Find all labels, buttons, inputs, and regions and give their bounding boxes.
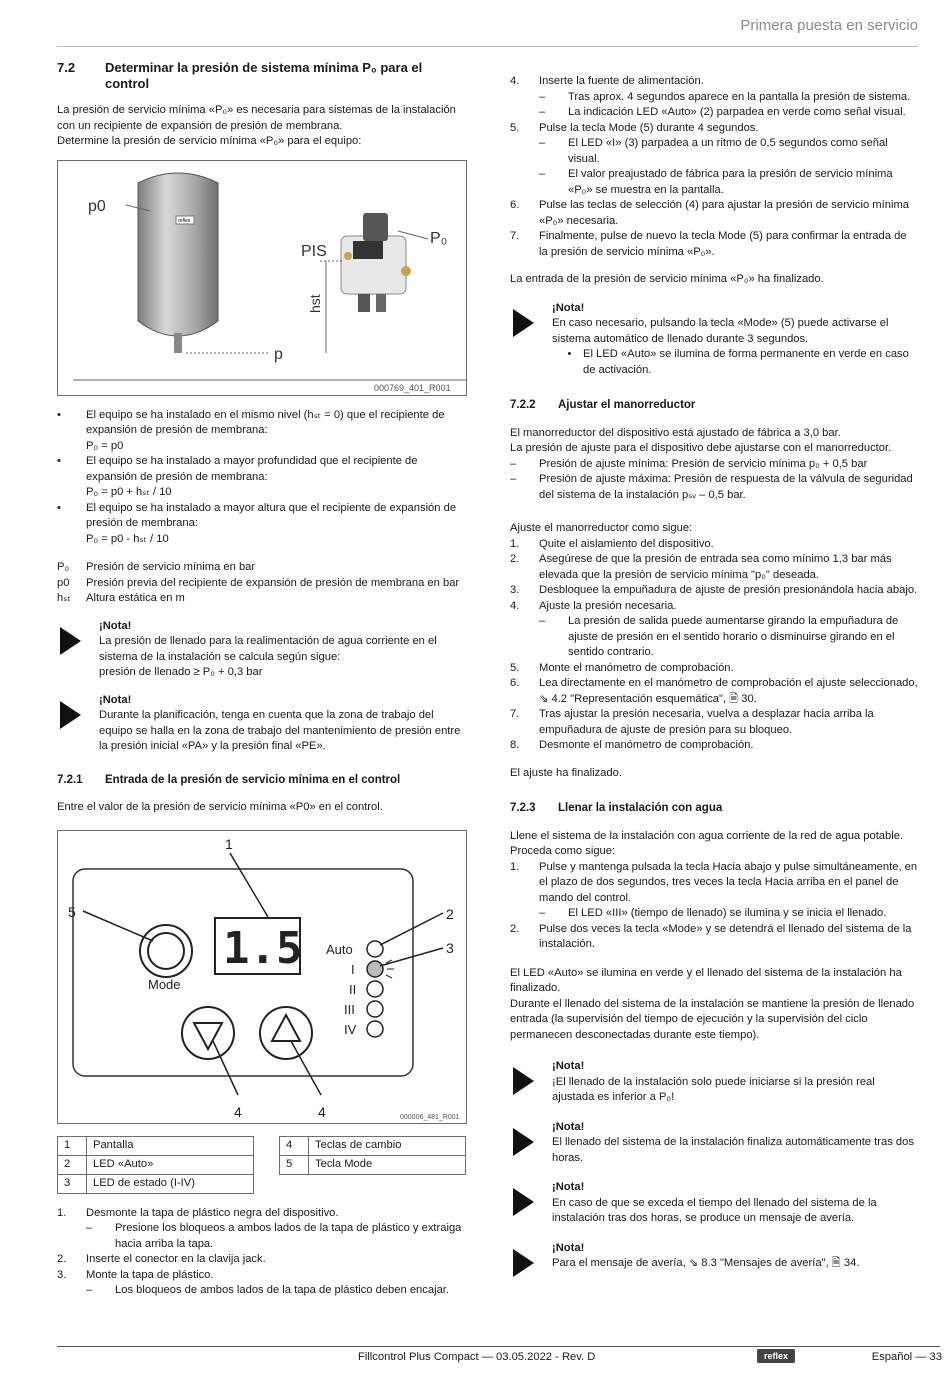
- note-box: ¡Nota! El llenado del sistema de la instalación finaliza automáticamente tras dos horas.: [510, 1120, 918, 1167]
- led-label-i: I: [351, 961, 355, 977]
- note-box: ¡Nota! En caso de que se exceda el tiempo del llenado del sistema de la instalación tras dos horas, se produce un mensaje de avería.: [510, 1180, 918, 1227]
- legend-key: P₀: [57, 561, 70, 573]
- right-column: [510, 74, 918, 1282]
- table-row: 2 LED «Auto»: [58, 1155, 254, 1174]
- callout-5: 5: [68, 903, 76, 920]
- paragraph: Proceda como sigue:: [510, 845, 616, 857]
- paragraph: El LED «Auto» se ilumina en verde y el llenado del sistema de la instalación ha finalizado.: [510, 966, 902, 994]
- mode-button: [148, 933, 184, 969]
- figure-legend-tables: [57, 1136, 467, 1194]
- note-arrow-icon: [510, 1249, 534, 1277]
- control-unit-image: [341, 213, 411, 312]
- formula: P₀ = p0: [86, 439, 124, 452]
- header-rule: [57, 46, 918, 47]
- led-label-auto: Auto: [326, 941, 353, 957]
- control-panel-diagram: [58, 831, 466, 1123]
- vessel-shape: [138, 173, 218, 336]
- sub-item: – La presión de salida puede aumentarse girando la empuñadura de ajuste de presión en el sentido horario o disminuirse girando en el sentido contrario.: [539, 615, 899, 658]
- sub-item: – El valor preajustado de fábrica para la presión de servicio mínima «P₀» se muestra en la pantalla.: [539, 168, 893, 196]
- steps-list: [510, 537, 918, 754]
- note-arrow-icon: [510, 1188, 534, 1216]
- list-item: 1. Desmonte la tapa de plástico negra del dispositivo.: [57, 1206, 339, 1219]
- sub-item: – Tras aprox. 4 segundos aparece en la pantalla la presión de sistema.: [539, 90, 911, 103]
- legend-key: hₛₜ: [57, 592, 71, 604]
- steps-list: [57, 1206, 467, 1299]
- table-row: 1 Pantalla: [58, 1136, 254, 1155]
- figure-control-panel: [57, 830, 467, 1124]
- mode-label: Mode: [148, 976, 181, 992]
- note-arrow-icon: [57, 627, 81, 655]
- list-item: • El equipo se ha instalado a mayor profundidad que el recipiente de expansión de presión de membrana: P₀ = p0 + hₛₜ / 10: [57, 455, 418, 498]
- paragraph: Ajuste el manorreductor como sigue:: [510, 522, 693, 534]
- legend-key: p0: [57, 576, 70, 589]
- note-text: presión de llenado ≥ P₀ + 0,3 bar: [99, 666, 263, 678]
- paragraph: Llene el sistema de la instalación con agua corriente de la red de agua potable.: [510, 829, 904, 842]
- led-i: [367, 961, 383, 977]
- led-label-ii: II: [349, 981, 357, 997]
- note-text: Durante la planificación, tenga en cuenta que la zona de trabajo del equipo se halla en la zona de trabajo del mantenimiento de presión entre la presión inicial «PA» y la presión final «PE».: [99, 709, 461, 752]
- legend-value: Altura estática en m: [86, 592, 185, 604]
- paragraph: El manorreductor del dispositivo está ajustado de fábrica a 3,0 bar.: [510, 426, 841, 439]
- paragraph: La entrada de la presión de servicio mínima «P₀» ha finalizado.: [510, 273, 824, 285]
- section-heading-7-2-3: 7.2.3 Llenar la instalación con agua: [510, 802, 723, 814]
- list-item: 2. Pulse dos veces la tecla «Mode» y se detendrá el llenado del sistema de la instalación.: [510, 922, 912, 950]
- list-item: 6. Lea directamente en el manómetro de comprobación el ajuste seleccionado, ⇘ 4.2 "Representación esquemática", 🗎 30.: [510, 677, 918, 705]
- table-row: 3 LED de estado (I-IV): [58, 1174, 254, 1193]
- led-iv: [367, 1021, 383, 1037]
- callout-3: 3: [446, 939, 454, 956]
- note-box: ¡Nota! Para el mensaje de avería, ⇘ 8.3 "Mensajes de avería", 🗎 34.: [510, 1241, 918, 1283]
- down-arrow-icon: [194, 1023, 222, 1049]
- note-arrow-icon: [510, 1067, 534, 1095]
- section-title: Entrada de la presión de servicio mínima en el control: [105, 773, 401, 786]
- paragraph: Durante el llenado del sistema de la instalación se mantiene la presión de llenado entrada (la supervisión del tiempo de ejecución y la supervisión del ciclo permanecen desconectadas durante este tiempo).: [510, 997, 915, 1041]
- table-row: 4 Teclas de cambio: [280, 1136, 466, 1155]
- note-box: ¡Nota! ¡El llenado de la instalación solo puede iniciarse si la presión real ajustada es inferior a P₀!: [510, 1059, 918, 1106]
- display-value: 1.5: [223, 922, 303, 974]
- vessel-logo-text: reflex: [178, 217, 191, 224]
- bullet-text: El equipo se ha instalado a mayor profundidad que el recipiente de expansión de presión de membrana:: [86, 455, 418, 483]
- steps-list: [510, 74, 918, 260]
- sub-item: – La indicación LED «Auto» (2) parpadea en verde como señal visual.: [539, 106, 906, 118]
- legend-table-right: [279, 1136, 466, 1175]
- legend-table-left: [57, 1136, 254, 1194]
- section-heading-7-2-2: 7.2.2 Ajustar el manorreductor: [510, 399, 696, 411]
- paragraph: El ajuste ha finalizado.: [510, 766, 622, 779]
- paragraph: La presión de ajuste para el dispositivo debe ajustarse con el manorreductor.: [510, 442, 892, 454]
- led-label-iv: IV: [344, 1021, 357, 1037]
- list-item: • El equipo se ha instalado a mayor altura que el recipiente de expansión de presión de membrana: P₀ = p0 - hₛₜ / 10: [57, 501, 457, 545]
- list-item: 8. Desmonte el manómetro de comprobación.: [510, 739, 754, 751]
- reflex-logo: reflex: [757, 1349, 795, 1363]
- list-item: – Presión de ajuste máxima: Presión de respuesta de la válvula de seguridad del sistema de la instalación pₛᵥ – 0,5 bar.: [510, 473, 913, 501]
- note-text: La presión de llenado para la realimentación de agua corriente en el sistema de la instalación se calcula según sigue:: [99, 635, 437, 663]
- sub-item: – Los bloqueos de ambos lados de la tapa de plástico deben encajar.: [86, 1284, 450, 1296]
- label-p0: p0: [88, 197, 106, 215]
- led-auto: [367, 941, 383, 957]
- label-hst: hst: [307, 293, 323, 313]
- led-iii: [367, 1001, 383, 1017]
- list-item: 3. Monte la tapa de plástico.: [57, 1268, 214, 1281]
- note-title: ¡Nota!: [99, 619, 132, 632]
- note-bullet: El LED «Auto» se ilumina de forma permanente en verde en caso de activación.: [583, 348, 909, 376]
- steps-list: [510, 860, 918, 953]
- figure-code: 000769_401_R001: [374, 382, 451, 393]
- paragraph: La presión de servicio mínima «P₀» es necesaria para sistemas de la instalación con un recipiente de expansión de presión de membrana.: [57, 104, 456, 132]
- list-item: – Presión de ajuste mínima: Presión de servicio mínima p₀ + 0,5 bar: [510, 457, 868, 470]
- callout-1: 1: [225, 835, 233, 852]
- list-item: 6. Pulse las teclas de selección (4) para ajustar la presión de servicio mínima «P₀» necesaria.: [510, 199, 909, 227]
- bullet-list: [57, 408, 467, 548]
- sub-item: – El LED «I» (3) parpadea a un ritmo de 0,5 segundos como señal visual.: [539, 137, 888, 165]
- note-arrow-icon: [57, 701, 81, 729]
- table-row: 5 Tecla Mode: [280, 1155, 466, 1174]
- section-number: 7.2: [57, 60, 76, 75]
- list-item: 7. Tras ajustar la presión necesaria, vuelva a desplazar hacia arriba la empuñadura de ajuste de presión para su bloqueo.: [510, 708, 874, 736]
- callout-4a: 4: [234, 1103, 242, 1120]
- list-item: 2. Inserte el conector en la clavija jack.: [57, 1253, 266, 1265]
- list-item: 2. Asegúrese de que la presión de entrada sea como mínimo 1,3 bar más elevada que la presión de servicio mínima "p₀" deseada.: [510, 553, 892, 581]
- note-box: [57, 693, 467, 755]
- note-box: [57, 619, 467, 681]
- label-pis: PIS: [301, 242, 327, 260]
- down-button: [182, 1007, 234, 1059]
- sub-item: – Presione los bloqueos a ambos lados de la tapa de plástico y extraiga hacia arriba la tapa.: [86, 1222, 462, 1250]
- left-column: [57, 58, 467, 1299]
- label-P0: P₀: [430, 229, 448, 247]
- list-item: 7. Finalmente, pulse de nuevo la tecla Mode (5) para confirmar la entrada de la presión de servicio mínima «P₀».: [510, 230, 907, 258]
- note-arrow-icon: [510, 1128, 534, 1156]
- list-item: • El equipo se ha instalado en el mismo nivel (hₛₜ = 0) que el recipiente de expansión de presión de membrana: P₀ = p0: [57, 408, 445, 452]
- footer-page-number: Español — 33: [871, 1351, 942, 1363]
- section-heading-7-2: [57, 60, 467, 91]
- list-item: 1. Quite el aislamiento del dispositivo.: [510, 537, 714, 550]
- formula: P₀ = p0 - hₛₜ / 10: [86, 532, 169, 545]
- sub-item: – El LED «III» (tiempo de llenado) se ilumina y se inicia el llenado.: [539, 907, 887, 919]
- list-item: 5. Pulse la tecla Mode (5) durante 4 segundos.: [510, 121, 759, 134]
- legend-value: Presión previa del recipiente de expansión de presión de membrana en bar: [86, 576, 460, 589]
- figure-code: 000006_481_R001: [400, 1113, 460, 1121]
- note-title: ¡Nota!: [552, 301, 585, 314]
- list-item: 4. Ajuste la presión necesaria.: [510, 599, 677, 612]
- callout-4b: 4: [318, 1103, 326, 1120]
- label-p: p: [274, 345, 283, 363]
- section-title: Determinar la presión de sistema mínima P₀ para el control: [105, 60, 423, 91]
- callout-2: 2: [446, 905, 454, 922]
- page-header-title: Primera puesta en servicio: [740, 17, 918, 34]
- bullet-text: El equipo se ha instalado en el mismo nivel (hₛₜ = 0) que el recipiente de expansión de presión de membrana:: [86, 408, 445, 436]
- footer-rule: [57, 1346, 940, 1347]
- list-item: 5. Monte el manómetro de comprobación.: [510, 661, 734, 674]
- section-heading-7-2-1: [57, 773, 467, 789]
- led-ii: [367, 981, 383, 997]
- note-box: ¡Nota! En caso necesario, pulsando la tecla «Mode» (5) puede activarse el sistema automático de llenado durante 3 segundos. • El LED «Auto» se ilumina de forma permanente en verde en caso de activación.: [510, 301, 918, 379]
- footer-doc-info: Fillcontrol Plus Compact — 03.05.2022 - Rev. D: [358, 1351, 596, 1363]
- symbol-legend: [57, 560, 467, 607]
- note-title: ¡Nota!: [99, 693, 132, 706]
- formula: P₀ = p0 + hₛₜ / 10: [86, 486, 172, 498]
- up-arrow-icon: [272, 1015, 300, 1041]
- paragraph: Entre el valor de la presión de servicio mínima «P0» en el control.: [57, 801, 383, 813]
- note-arrow-icon: [510, 309, 534, 337]
- figure-pressure-vessel: [57, 160, 467, 396]
- list-item: 4. Inserte la fuente de alimentación.: [510, 75, 704, 87]
- note-text: En caso necesario, pulsando la tecla «Mode» (5) puede activarse el sistema automático de llenado durante 3 segundos.: [552, 317, 889, 345]
- list-item: 1. Pulse y mantenga pulsada la tecla Hacia abajo y pulse simultáneamente, en el plazo de dos segundos, tres veces la tecla Hacia arriba en el panel de mando del control.: [510, 860, 918, 904]
- legend-value: Presión de servicio mínima en bar: [86, 561, 256, 573]
- bullet-text: El equipo se ha instalado a mayor altura que el recipiente de expansión de presión de membrana:: [86, 501, 457, 529]
- paragraph: Determine la presión de servicio mínima «P₀» para el equipo:: [57, 135, 362, 147]
- section-number: 7.2.1: [57, 773, 83, 786]
- list-item: 3. Desbloquee la empuñadura de ajuste de presión presionándola hacia abajo.: [510, 584, 918, 596]
- led-label-iii: III: [344, 1001, 355, 1017]
- vessel-diagram: [58, 161, 466, 395]
